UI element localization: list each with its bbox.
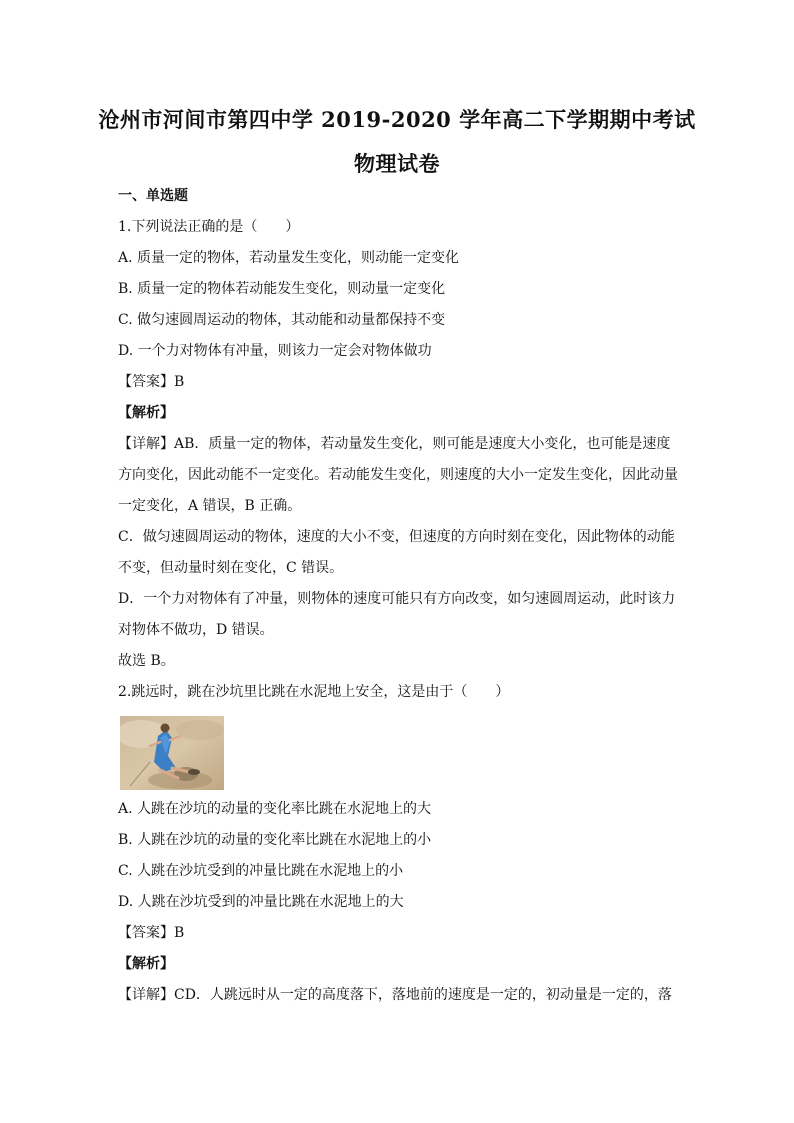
q2-answer: 【答案】B: [118, 925, 185, 941]
q2-option-c: C. 人跳在沙坑受到的冲量比跳在水泥地上的小: [118, 863, 404, 879]
q1-analysis-heading: 【解析】: [118, 405, 174, 421]
q1-analysis-line: 【详解】AB．质量一定的物体，若动量发生变化，则可能是速度大小变化，也可能是速度: [118, 436, 671, 452]
q1-analysis-line: C．做匀速圆周运动的物体，速度的大小不变，但速度的方向时刻在变化，因此物体的动能: [118, 529, 675, 545]
q1-analysis-line: 不变，但动量时刻在变化，C 错误。: [118, 560, 344, 576]
q1-analysis-line: D．一个力对物体有了冲量，则物体的速度可能只有方向改变，如匀速圆周运动，此时该力: [118, 591, 676, 607]
section-heading: 一、单选题: [118, 188, 188, 204]
q2-option-d: D. 人跳在沙坑受到的冲量比跳在水泥地上的大: [118, 894, 404, 910]
q1-option-c: C. 做匀速圆周运动的物体，其动能和动量都保持不变: [118, 312, 446, 328]
q1-analysis-line: 故选 B。: [118, 653, 175, 669]
q2-analysis-line: 【详解】CD．人跳远时从一定的高度落下，落地前的速度是一定的，初动量是一定的，落: [118, 987, 672, 1003]
q1-analysis-line: 方向变化，因此动能不一定变化。若动能发生变化，则速度的大小一定发生变化，因此动量: [118, 467, 678, 483]
exam-subtitle: 物理试卷: [354, 151, 440, 176]
q1-stem: 1.下列说法正确的是（ ）: [118, 219, 300, 235]
q1-answer: 【答案】B: [118, 374, 185, 390]
q1-analysis-line: 一定变化，A 错误，B 正确。: [118, 498, 302, 514]
q2-option-a: A. 人跳在沙坑的动量的变化率比跳在水泥地上的大: [118, 801, 432, 817]
q2-stem: 2.跳远时，跳在沙坑里比跳在水泥地上安全，这是由于（ ）: [118, 684, 510, 700]
q2-option-b: B. 人跳在沙坑的动量的变化率比跳在水泥地上的小: [118, 832, 432, 848]
q1-option-a: A. 质量一定的物体，若动量发生变化，则动能一定变化: [118, 250, 460, 266]
q1-option-d: D. 一个力对物体有冲量，则该力一定会对物体做功: [118, 343, 432, 359]
exam-title: 沧州市河间市第四中学 2019-2020 学年高二下学期期中考试: [98, 107, 696, 132]
long-jump-photo: [120, 716, 224, 790]
q2-analysis-heading: 【解析】: [118, 956, 174, 972]
q1-analysis-line: 对物体不做功，D 错误。: [118, 622, 274, 638]
q1-option-b: B. 质量一定的物体若动能发生变化，则动量一定变化: [118, 281, 446, 297]
